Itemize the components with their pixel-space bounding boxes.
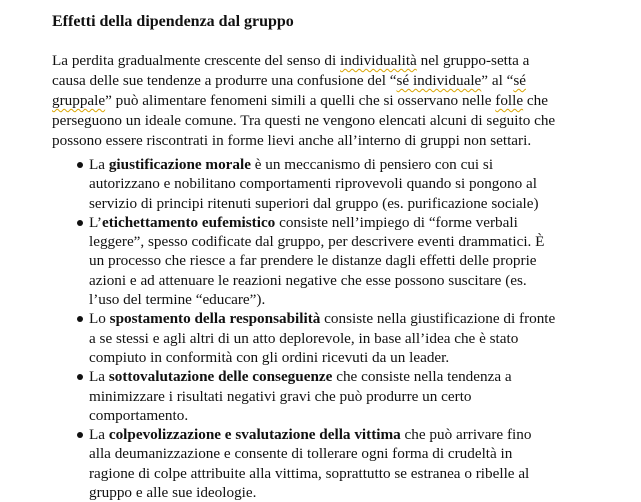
list-item-line: [89, 367, 612, 386]
bullet-icon: [77, 162, 83, 168]
list-item-text: che può arrivare fino: [400, 426, 532, 444]
list-item-text: consiste nella giustificazione di fronte: [320, 310, 556, 328]
list-item-text: consiste nell’impiego di “forme verbali: [275, 213, 518, 231]
list-item-line: [89, 213, 612, 232]
intro-line-2: [52, 71, 612, 91]
bullet-icon: [77, 374, 83, 380]
spellcheck-word: folle: [495, 92, 524, 109]
intro-text: La perdita gradualmente crescente del senso di: [52, 52, 341, 69]
intro-text: ” può alimentare fenomeni simili a quelli che si osservano nelle: [105, 92, 496, 109]
list-item-line: azioni e ad attenuare le reazioni negative che esse possono suscitare (es.: [89, 271, 527, 289]
list-item-line: alla deumanizzazione e consente di tollerare ogni forma di crudeltà in: [89, 445, 513, 463]
list-item-line: [89, 425, 612, 444]
spellcheck-word: sé: [513, 72, 526, 89]
list-item-line: comportamento.: [89, 406, 189, 424]
list-item-line: servizio di principi ritenuti superiori dal gruppo (es. purificazione sociale): [89, 194, 539, 212]
list-item-text: che consiste nella tendenza a: [332, 368, 512, 386]
list-item-line: minimizzare i risultati negativi gravi che può produrre un certo: [89, 387, 472, 405]
intro-line-4: perseguono un ideale comune. Tra questi ne vengono elencati alcuni di seguito che: [52, 112, 556, 129]
bullet-icon: [77, 432, 83, 438]
list-item-term: giustificazione morale: [108, 156, 251, 173]
spellcheck-word: gruppale: [52, 92, 106, 109]
intro-line-3: [52, 91, 612, 111]
list-item-line: ragione di colpe attribuite alla vittima, soprattutto se estranea o ribelle al: [89, 464, 530, 482]
spellcheck-word: sé individuale: [396, 72, 482, 89]
intro-line-1: [52, 51, 612, 71]
list-item-line: [89, 155, 612, 174]
list-item: [52, 425, 612, 502]
list-item-term: sottovalutazione delle conseguenze: [108, 368, 333, 386]
list-item-term: spostamento della responsabilità: [109, 310, 321, 328]
list-item-term: colpevolizzazione e svalutazione della vittima: [108, 426, 401, 444]
list-item-text: La: [89, 368, 109, 386]
intro-text: nel gruppo-setta a: [416, 52, 530, 69]
spellcheck-word: individualità: [340, 52, 417, 69]
bullet-icon: [77, 316, 83, 322]
list-item-text: La: [89, 426, 109, 444]
intro-paragraph: [52, 51, 612, 151]
list-item-line: un processo che riesce a far prendere le distanze dagli effetti delle proprie: [89, 252, 537, 270]
section-heading: Effetti della dipendenza dal gruppo: [52, 13, 294, 30]
list-item-line: l’uso del termine “educare”).: [89, 291, 266, 309]
list-item-text: è un meccanismo di pensiero con cui si: [250, 156, 494, 173]
list-item-term: etichettamento eufemistico: [101, 213, 276, 231]
bullet-icon: [77, 220, 83, 226]
list-item-text: La: [89, 156, 109, 173]
list-item-line: gruppo e alle sue ideologie.: [89, 484, 257, 502]
list-item-line: leggere”, spesso codificate dal gruppo, per descrivere eventi drammatici. È: [89, 233, 545, 251]
list-item-line: autorizzano e nobilitano comportamenti riprovevoli quando si pongono al: [89, 175, 537, 193]
list-item-text: L’: [89, 213, 102, 231]
list-item: [52, 367, 612, 425]
list-item: [52, 155, 612, 213]
effects-list: [52, 155, 612, 502]
list-item-text: Lo: [89, 310, 110, 328]
list-item: [52, 213, 612, 309]
list-item-line: compiuto in conformità con gli ordini ricevuti da un leader.: [89, 348, 450, 366]
intro-line-5: possono essere riscontrati in forme lievi anche all’interno di gruppi non settari.: [52, 132, 532, 149]
list-item: [52, 309, 612, 367]
list-item-line: [89, 309, 612, 328]
intro-text: causa delle sue tendenze a produrre una confusione del “: [52, 72, 397, 89]
intro-text: che: [523, 92, 548, 109]
list-item-line: a se stessi e agli altri di un atto deplorevole, in base all’idea che è stato: [89, 329, 519, 347]
intro-text: ” al “: [481, 72, 514, 89]
